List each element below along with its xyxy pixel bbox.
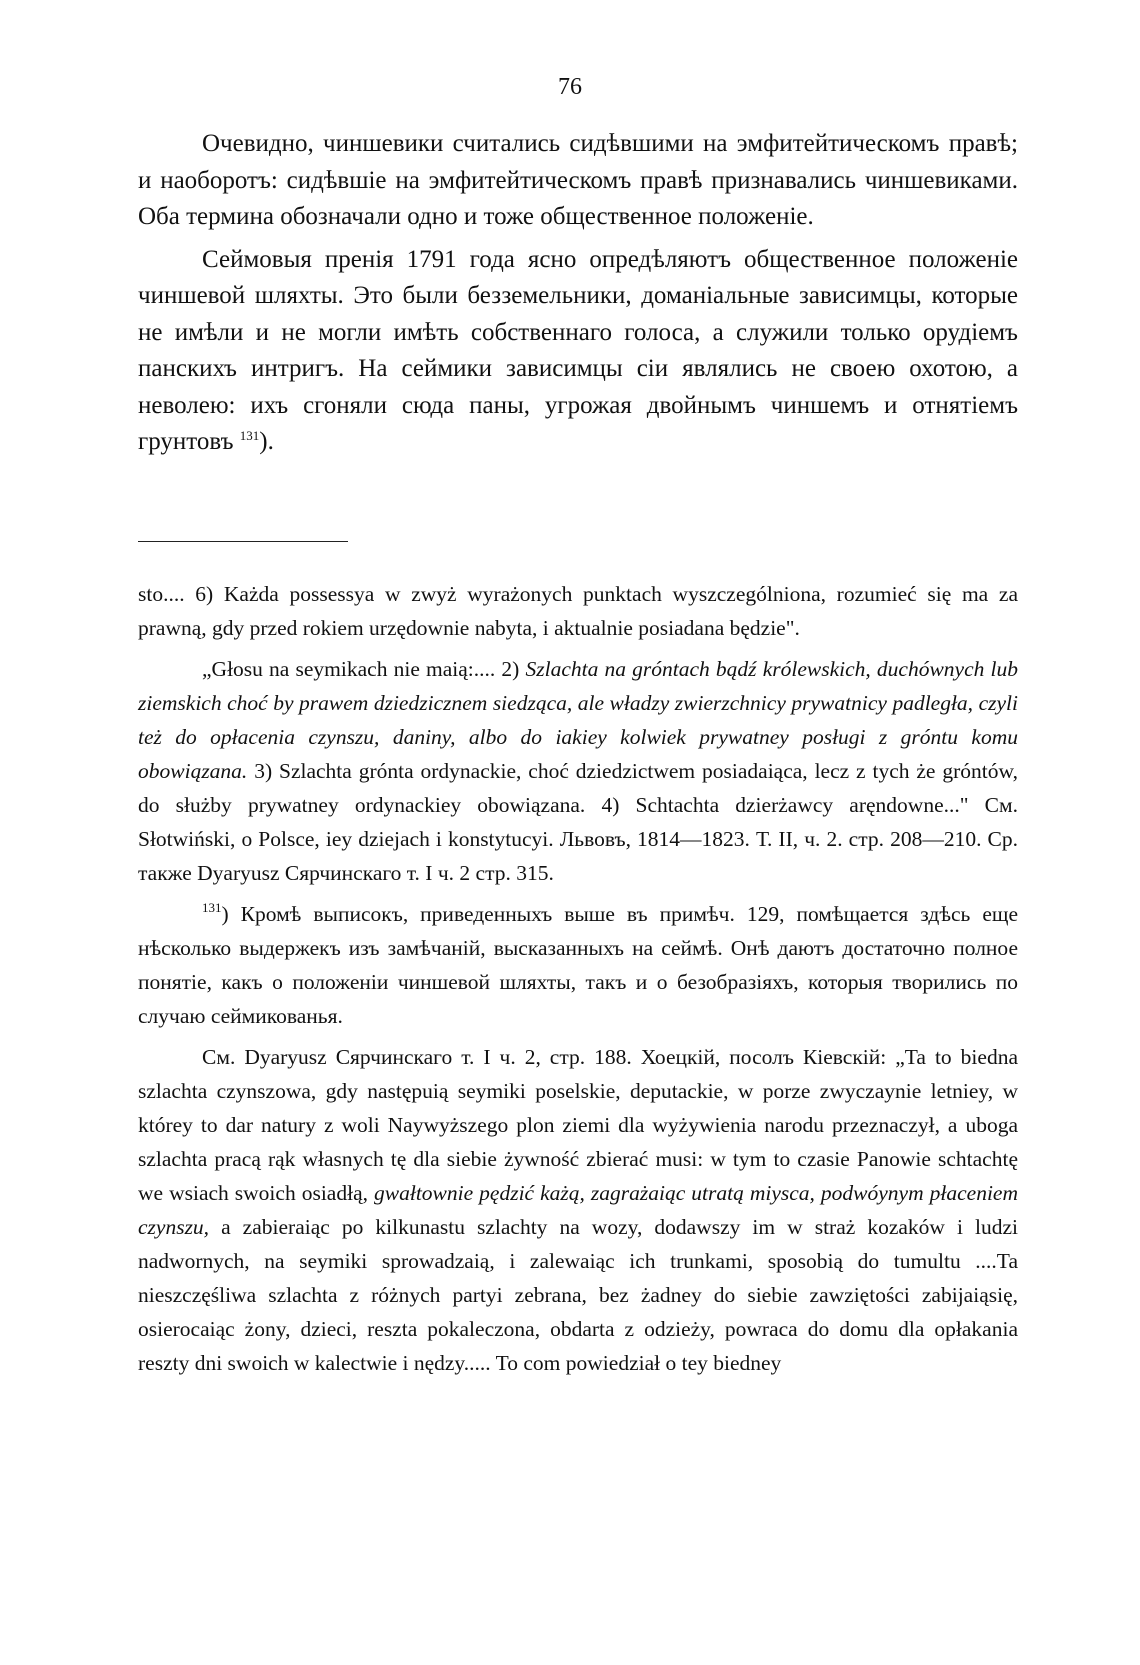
footnote-131-marker: 131: [202, 900, 222, 915]
paragraph-2-text: Сеймовыя пренія 1791 года ясно опредѣляютъ общественное положеніе чиншевой шляхты. Это были безземельники, доманіальные зависимцы, которые не имѣли и не могли имѣть собственнаго голоса, а служили только орудіемъ панскихъ интригъ. На сеймики зависимцы сіи являлись не своею охотою, а неволею: ихъ сгоняли сюда паны, угрожая двойнымъ чиншемъ и отнятіемъ грунтовъ: [138, 245, 1018, 455]
paragraph-2-end: ).: [259, 428, 274, 455]
quote-italic: Szlachta na gróntach bądź królewskich, duchównych lub ziemskich choć by prawem dziedzicznem siedząca, ale władzy zwierzchnicy prywatnicy padległa, czyli też do opłacenia czynszu, daniny, albo do iakiey kolwiek prywatney posługi z gróntu komu obowiązana.: [138, 657, 1018, 783]
page-number: 76: [558, 74, 582, 100]
paragraph-2: [138, 242, 1018, 461]
footnote-ref-131[interactable]: 131: [239, 428, 260, 443]
citation-start: См. Dyaryusz Сярчинскаго т. I ч. 2, стр. 188. Хоецкій, посолъ Кіевскій: „Ta to biedna szlachta czynszowa, gdy następuią seymiki poselskie, deputackie, w porze zwyczaynie letniey, w którey to dar natury z woli Naywyższego plon ziemi dla wyżywienia narodu przeznaczył, a uboga szlachta pracą rąk własnych tę dla siebie żywność zbierać musi: w tym to czasie Panowie schtachtę we wsiach swoich osiadłą,: [138, 1045, 1018, 1205]
footnote-continuation: sto.... 6) Każda possessya w zwyż wyrażonych punktach wyszczególniona, rozumieć się ma za prawną, gdy przed rokiem urzędownie nabyta, i aktualnie posiadana będzie".: [138, 582, 1018, 640]
quote-start: „Głosu na seymikach nie maią:.... 2): [202, 657, 526, 681]
footnote-131-text: ) Кромѣ выписокъ, приведенныхъ выше въ примѣч. 129, помѣщается здѣсь еще нѣсколько выдержекъ изъ замѣчаній, высказанныхъ на сеймѣ. Онѣ даютъ достаточно полное понятіе, какъ о положеніи чиншевой шляхты, такъ и о безобразіяхъ, которыя творились по случаю сеймикованья.: [138, 902, 1018, 1028]
citation-rest: a zabieraiąc po kilkunastu szlachty na wozy, dodawszy im w straż kozaków i ludzi nadwornych, na seymiki sprowadzaią, i zalewaiąc ich trunkami, sposobią do tumultu ....Ta nieszczęśliwa szlachta z różnych partyi zebrana, bez żadney do siebie zawziętości zabijaiąsię, osierocaiąc żony, dzieci, reszta pokaleczona, obdarta z odzieży, powraca do domu dla opłakania reszty dni swoich w kalectwie i nędzy..... To com powiedział o tey biedney: [138, 1215, 1018, 1375]
footnote-quote: [138, 652, 1018, 890]
paragraph-1: Очевидно, чиншевики считались сидѣвшими на эмфитейтическомъ правѣ; и наоборотъ: сидѣвшіе на эмфитейтическомъ правѣ признавались чиншевиками. Оба термина обозначали одно и тоже общественное положеніе.: [138, 130, 1018, 230]
footnotes: [138, 577, 1018, 1380]
footnote-131: [138, 897, 1018, 1033]
footnote-131-citation: [138, 1040, 1018, 1380]
citation-italic: gwałtownie pędzić każą, zagrażaiąc utratą miysca, podwóynym płaceniem czynszu,: [138, 1181, 1018, 1239]
main-text: [138, 126, 1018, 461]
quote-rest: 3) Szlachta grónta ordynackie, choć dziedzictwem posiadaiąca, lecz z tych że gróntów, do służby prywatney ordynackiey obowiązana. 4) Schtachta dzierżawcy aręndowne..." См. Słotwiński, o Polsce, iey dziejach i konstytucyi. Львовъ, 1814—1823. Т. II, ч. 2. стр. 208—210. Ср. также Dyaryusz Сярчинскаго т. I ч. 2 стр. 315.: [138, 759, 1018, 885]
footnote-divider: [138, 541, 348, 542]
